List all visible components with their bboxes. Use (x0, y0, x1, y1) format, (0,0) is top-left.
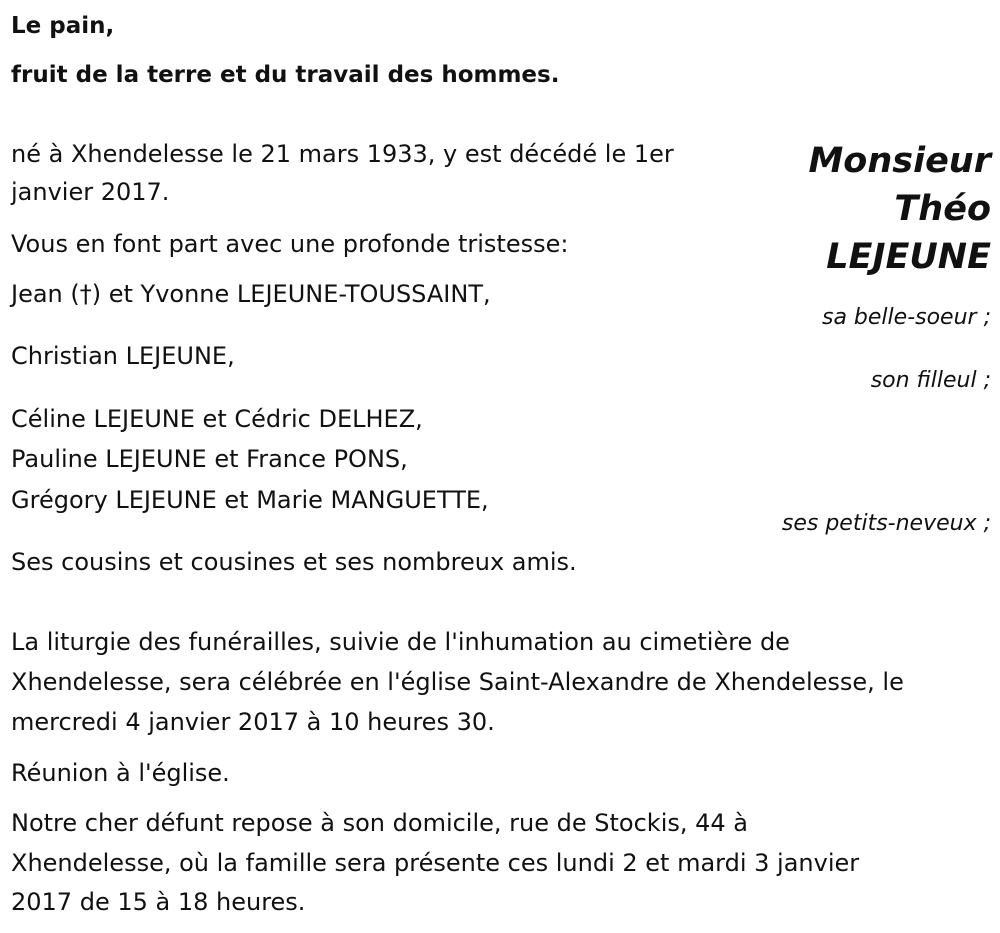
family-relation: son filleul ; (870, 368, 991, 393)
friends-line: Ses cousins et cousines et ses nombreux amis. (11, 548, 577, 576)
deceased-first-name: Théo (894, 189, 991, 229)
family-relation: sa belle-soeur ; (822, 305, 991, 330)
funeral-line-2: Xhendelesse, sera célébrée en l'église Saint-Alexandre de Xhendelesse, le (11, 668, 904, 696)
family-relation: ses petits-neveux ; (781, 511, 991, 536)
family-name: Christian LEJEUNE, (11, 342, 235, 370)
intro-line-1: Le pain, (11, 13, 115, 39)
birth-death-line-1: né à Xhendelesse le 21 mars 1933, y est décédé le 1er (11, 140, 674, 168)
funeral-line-1: La liturgie des funérailles, suivie de l'inhumation au cimetière de (11, 628, 790, 656)
family-name: Pauline LEJEUNE et France PONS, (11, 445, 408, 473)
deceased-last-name: LEJEUNE (826, 237, 991, 277)
family-name: Grégory LEJEUNE et Marie MANGUETTE, (11, 486, 489, 514)
family-name: Jean (†) et Yvonne LEJEUNE-TOUSSAINT, (11, 280, 491, 308)
rest-line-3: 2017 de 15 à 18 heures. (11, 888, 306, 916)
announcement: Vous en font part avec une profonde tristesse: (11, 230, 569, 258)
deceased-name (808, 137, 991, 281)
deceased-title: Monsieur (808, 141, 991, 181)
rest-line-2: Xhendelesse, où la famille sera présente ces lundi 2 et mardi 3 janvier (11, 849, 860, 877)
family-name: Céline LEJEUNE et Cédric DELHEZ, (11, 405, 423, 433)
birth-death-line-2: janvier 2017. (11, 178, 170, 206)
meeting-line: Réunion à l'église. (11, 759, 230, 787)
rest-line-1: Notre cher défunt repose à son domicile, rue de Stockis, 44 à (11, 809, 748, 837)
funeral-line-3: mercredi 4 janvier 2017 à 10 heures 30. (11, 708, 495, 736)
intro-line-2: fruit de la terre et du travail des hommes. (11, 62, 560, 88)
